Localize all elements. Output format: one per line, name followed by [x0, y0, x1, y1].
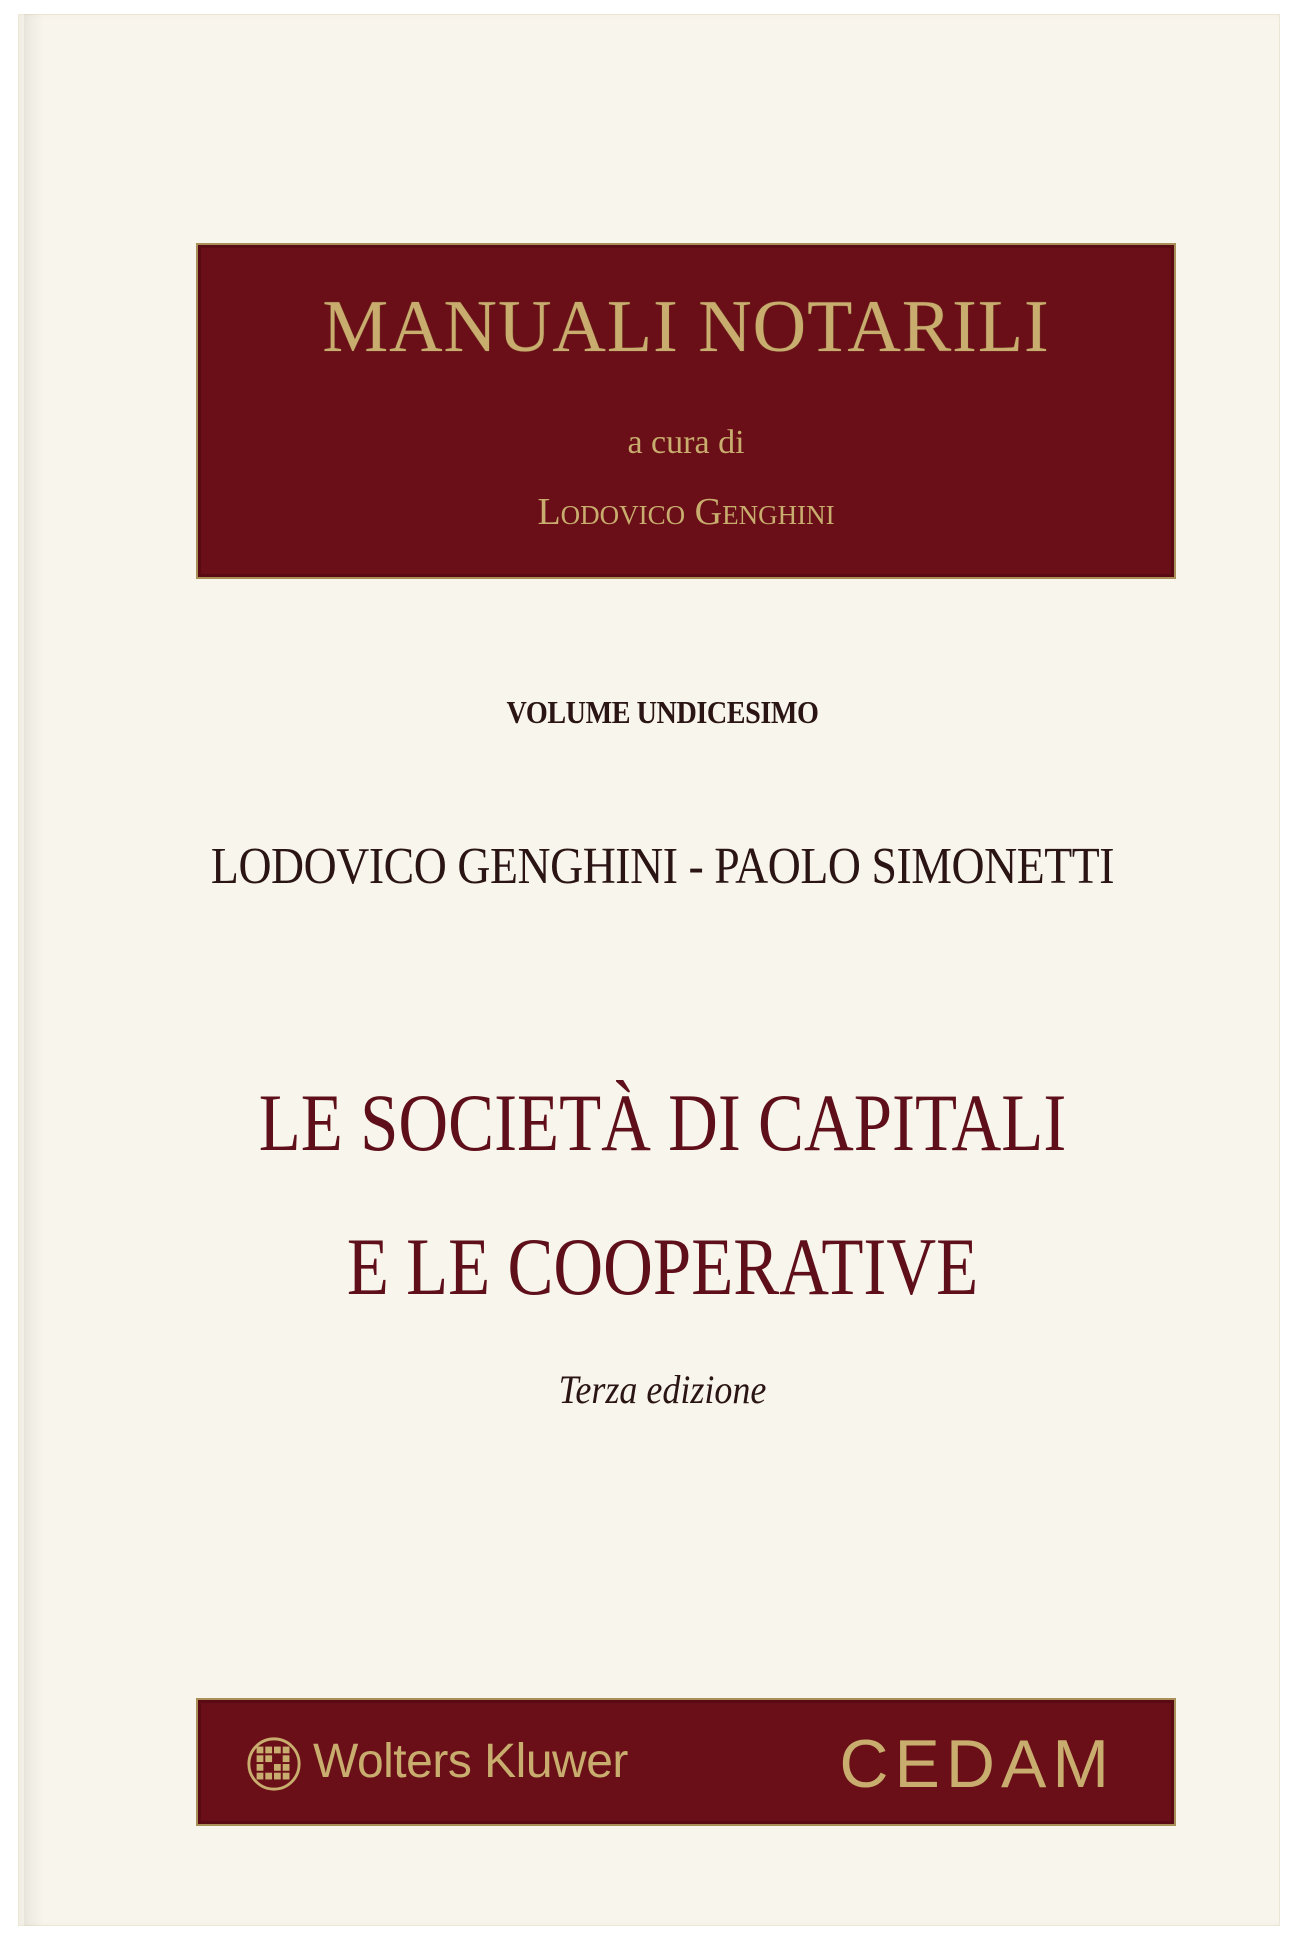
publisher-name: Wolters Kluwer: [313, 1735, 628, 1788]
book-title-line-2: E LE COOPERATIVE: [346, 1221, 979, 1312]
wolters-kluwer-globe-icon: [245, 1735, 303, 1793]
imprint-name: CEDAM: [839, 1726, 1115, 1802]
authors: LODOVICO GENGHINI - PAOLO SIMONETTI: [210, 838, 1115, 895]
spine-shadow: [24, 14, 44, 1926]
book-title-line-1: LE SOCIETÀ DI CAPITALI: [258, 1077, 1067, 1168]
curator-name: Lodovico Genghini: [537, 491, 835, 533]
edition: Terza edizione: [558, 1367, 767, 1412]
series-title: MANUALI NOTARILI: [322, 286, 1050, 368]
series-panel: [198, 245, 1174, 577]
curator-label: a cura di: [627, 424, 745, 461]
book-cover: [18, 14, 1280, 1926]
publisher-panel: [198, 1700, 1174, 1824]
volume-number: VOLUME UNDICESIMO: [506, 694, 819, 730]
